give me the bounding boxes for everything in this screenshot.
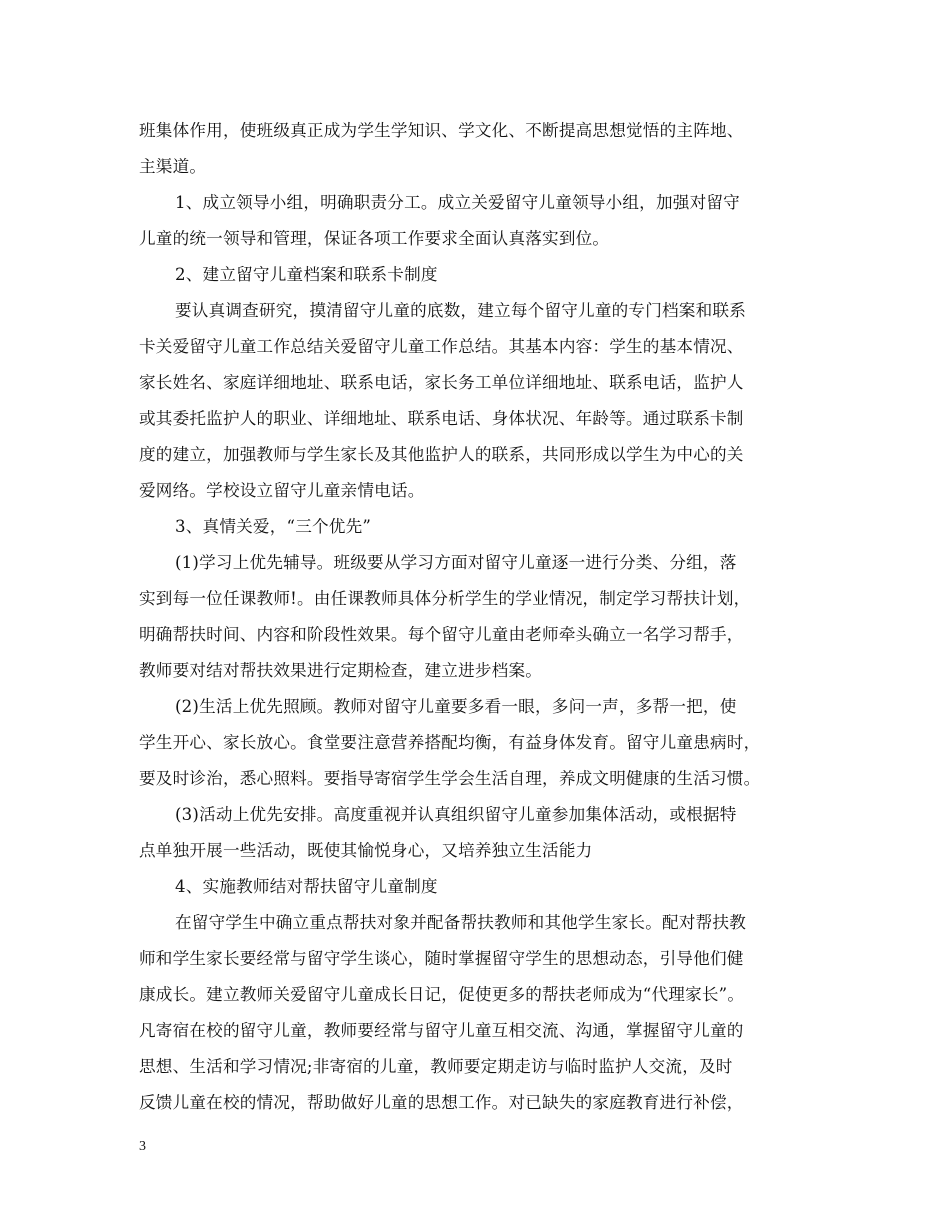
text-line: 点单独开展一些活动，既使其愉悦身心，又培养独立生活能力 <box>139 841 593 860</box>
text-line: (1)学习上优先辅导。班级要从学习方面对留守儿童逐一进行分类、分组，落 <box>175 553 737 572</box>
text-line: 康成长。建立教师关爱留守儿童成长日记，促使更多的帮扶老师成为“代理家长”。 <box>139 985 745 1004</box>
text-line: 在留守学生中确立重点帮扶对象并配备帮扶教师和其他学生家长。配对帮扶教 <box>175 913 746 932</box>
text-line: 反馈儿童在校的情况，帮助做好儿童的思想工作。对已缺失的家庭教育进行补偿， <box>139 1093 744 1112</box>
text-line: 班集体作用，使班级真正成为学生学知识、学文化、不断提高思想觉悟的主阵地、 <box>139 121 744 140</box>
text-line: 儿童的统一领导和管理，保证各项工作要求全面认真落实到位。 <box>139 229 610 248</box>
text-line: 教师要对结对帮扶效果进行定期检查，建立进步档案。 <box>139 661 543 680</box>
document-body <box>139 113 829 1121</box>
text-line: 要及时诊治，悉心照料。要指导寄宿学生学会生活自理，养成文明健康的生活习惯。 <box>139 769 761 788</box>
text-line: 度的建立，加强教师与学生家长及其他监护人的联系，共同形成以学生为中心的关 <box>139 445 744 464</box>
text-line: 主渠道。 <box>139 157 207 176</box>
text-line: 1、成立领导小组，明确职责分工。成立关爱留守儿童领导小组，加强对留守 <box>175 193 740 212</box>
text-line: 实到每一位任课教师!。由任课教师具体分析学生的学业情况，制定学习帮扶计划， <box>139 589 751 608</box>
text-line: 卡关爱留守儿童工作总结关爱留守儿童工作总结。其基本内容：学生的基本情况、 <box>139 337 744 356</box>
text-line: 要认真调查研究，摸清留守儿童的底数，建立每个留守儿童的专门档案和联系 <box>175 301 746 320</box>
text-line: 爱网络。学校设立留守儿童亲情电话。 <box>139 481 425 500</box>
text-line: 学生开心、家长放心。食堂要注意营养搭配均衡，有益身体发育。留守儿童患病时， <box>139 733 761 752</box>
text-line: 凡寄宿在校的留守儿童，教师要经常与留守儿童互相交流、沟通，掌握留守儿童的 <box>139 1021 744 1040</box>
page-number: 3 <box>139 1139 146 1154</box>
text-line: 或其委托监护人的职业、详细地址、联系电话、身体状况、年龄等。通过联系卡制 <box>139 409 744 428</box>
text-line: 2、建立留守儿童档案和联系卡制度 <box>175 265 438 284</box>
text-line: 4、实施教师结对帮扶留守儿童制度 <box>175 877 438 896</box>
text-line: (3)活动上优先安排。高度重视并认真组织留守儿童参加集体活动，或根据特 <box>175 805 737 824</box>
text-line: 明确帮扶时间、内容和阶段性效果。每个留守儿童由老师牵头确立一名学习帮手， <box>139 625 744 644</box>
text-line: 家长姓名、家庭详细地址、联系电话，家长务工单位详细地址、联系电话，监护人 <box>139 373 744 392</box>
text-line: (2)生活上优先照顾。教师对留守儿童要多看一眼，多问一声，多帮一把，使 <box>175 697 737 716</box>
text-line: 师和学生家长要经常与留守学生谈心，随时掌握留守学生的思想动态，引导他们健 <box>139 949 744 968</box>
text-line: 3、真情关爱，“三个优先” <box>175 517 372 536</box>
text-line: 思想、生活和学习情况;非寄宿的儿童，教师要定期走访与临时监护人交流，及时 <box>139 1057 733 1076</box>
